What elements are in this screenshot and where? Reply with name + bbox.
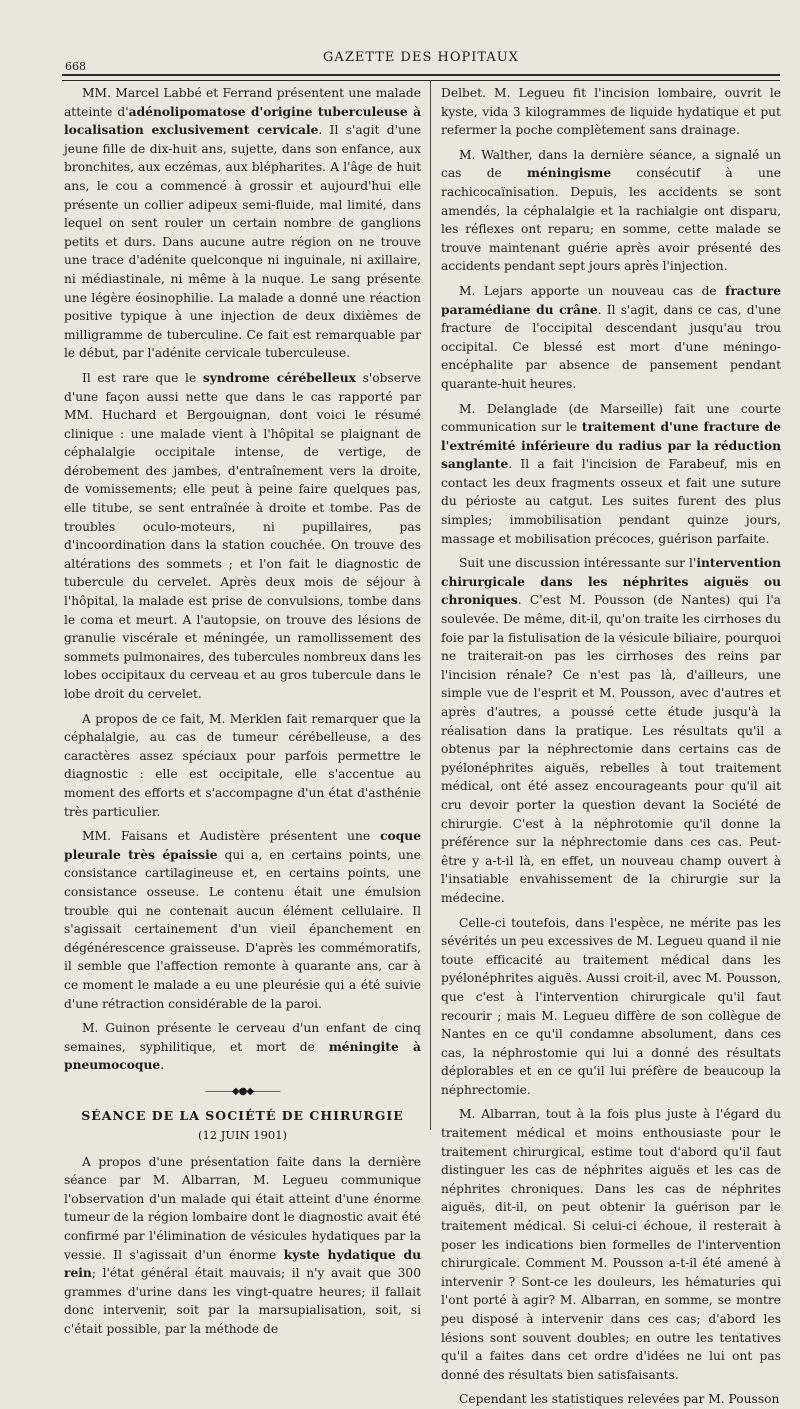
bold-term: adénolipomatose d'origine tuberculeuse à localisation exclusivement cervicale	[64, 103, 422, 138]
paragraph-faisans: MM. Faisans et Audistère présentent une coque pleurale très épaissie qui a, en certains points, une consistance cartilagineuse et, en certains points, une consistance osseuse. Le contenu était une émulsion trouble qui ne contenait aucun élément cellulaire. Il s'agissait certainement d'un vieil épanchement en dégénérescence graisseuse. D'après les commémoratifs, il semble que l'affection remonte à quarante ans, car à ce moment le malade a eu une pleurésie qui a été suivie d'une rétraction considérable de la paroi.	[64, 828, 421, 1011]
paragraph-lejars: M. Lejars apporte un nouveau cas de fracture paramédiane du crâne. Il s'agit, dans ce cas, d'une fracture de l'occipital descendant jusqu'au trou occipital. Ce blessé est mort d'une méningo-encéphalite par absence de pansement pendant quarante-huit heures.	[441, 282, 781, 391]
paragraph-labbe-ferrand: MM. Marcel Labbé et Ferrand présentent une malade atteinte d'adénolipomatose d'origine tuberculeuse à localisation exclusivement cervicale. Il s'agit d'une jeune fille de dix-huit ans, sujette, dans son enfance, aux bronchites, aux eczémas, aux blépharites. A l'âge de huit ans, le cou a commencé à grossir et aujourd'hui elle présente un collier adipeux semi-fluide, mal limité, dans lequel on sent rouler un certain nombre de ganglions petits et durs. Dans aucune autre région on ne trouve une trace d'adénite quelconque ni inguinale, ni axillaire, ni médiastinale, ni même à la nuque. Le sang présente une légère éosinophilie. La malade a donné une réaction positive typique à une injection de deux dixièmes de milligramme de tuberculine. Ce fait est remarquable par le début, par l'adénite cervicale tuberculeuse.	[64, 86, 422, 361]
bold-term: méningite à pneumocoque	[64, 1038, 421, 1073]
section-date: (12 JUIN 1901)	[197, 1128, 288, 1143]
left-column	[64, 84, 421, 1339]
paragraph-statistiques: Cependant les statistiques relevées par M. Pousson	[459, 1392, 780, 1407]
ornament-divider: ———◆●◆———	[204, 1085, 281, 1097]
paragraph-pousson: Suit une discussion intéressante sur l'intervention chirurgicale dans les néphrites aiguës ou chroniques. C'est M. Pousson (de Nantes) qui l'a soulevée. De même, dit-il, qu'on traite les cirrhoses du foie par la fistulisation de la vésicule biliaire, pourquoi ne traiterait-on pas les cirrhoses des reins par l'incision rénale? Ce n'est pas là, d'ailleurs, une simple vue de l'esprit et M. Pousson, avec d'autres et après d'autres, a poussé cette étude jusqu'à la réalisation dans la pratique. Les résultats qu'il a obtenus par la néphrectomie dans certains cas de pyélonéphrites aiguës, rebelles à tout traitement médical, ont été assez encourageants pour qu'il ait cru devoir porter la question devant la Société de chirurgie. C'est à la néphrotomie qu'il donne la préférence sur la néphrectomie dans ces cas. Peut-être y a-t-il là, en effet, un nouveau champ ouvert à l'insatiable envahissement de la chirurgie sur la médecine.	[441, 555, 781, 905]
section-title: SÉANCE DE LA SOCIÉTÉ DE CHIRURGIE	[81, 1108, 404, 1124]
paragraph-legueu-reply: Celle-ci toutefois, dans l'espèce, ne mérite pas les sévérités un peu excessives de M. Legueu quand il nie toute efficacité au traitement médical dans les pyélonéphrites aiguës. Aussi croit-il, avec M. Pousson, que c'est à l'intervention chirurgicale qu'il faut recourir ; mais M. Legueu diffère de son collègue de Nantes en ce qu'il condamne absolument, dans ces cas, la néphrostomie qui lui a donné des résultats déplorables et en ce qu'il lui préfère de beaucoup la néphrectomie.	[441, 915, 781, 1097]
paragraph-albarran: M. Albarran, tout à la fois plus juste à l'égard du traitement médical et moins enthousiaste pour le traitement chirurgical, estime tout d'abord qu'il faut distinguer les cas de néphrites aiguës et les cas de néphrites chroniques. Dans les cas de néphrites aiguës, dit-il, on peut obtenir la guérison par le traitement médical. Si celui-ci échoue, il resterait à poser les indications bien formelles de l'intervention chirurgicale. Comment M. Pousson a-t-il été amené à intervenir ? Sont-ce les douleurs, les hématuries qui l'ont porté à agir? M. Albarran, en somme, se montre peu disposé à intervenir dans ces cas; d'abord les lésions sont souvent doubles; en outre les tentatives qu'il a faites dans cet ordre d'idées ne lui ont pas donné des résultats bien satisfaisants.	[441, 1107, 781, 1382]
journal-title: GAZETTE DES HOPITAUX	[323, 50, 519, 65]
column-divider	[430, 80, 431, 1130]
bold-term: kyste hydatique du rein	[64, 1246, 421, 1281]
paragraph-walther: M. Walther, dans la dernière séance, a signalé un cas de méningisme consécutif à une rachicocaïnisation. Depuis, les accidents se sont amendés, la céphalalgie et la rachialgie ont disparu, les réflexes ont reparu; en somme, cette malade se trouve maintenant guérie après avoir présenté des accidents pendant sept jours après l'injection.	[441, 147, 781, 274]
right-column	[441, 84, 781, 1409]
paragraph-delanglade: M. Delanglade (de Marseille) fait une courte communication sur le traitement d'une fracture de l'extrémité inférieure du radius par la réduction sanglante. Il a fait l'incision de Farabeuf, mis en contact les deux fragments osseux et fait une suture du périoste au catgut. Les suites furent des plus simples; immobilisation pendant quinze jours, massage et mobilisation précoces, guérison parfaite.	[441, 401, 781, 546]
paragraph-guinon: M. Guinon présente le cerveau d'un enfant de cinq semaines, syphilitique, et mort de méningite à pneumocoque.	[64, 1021, 421, 1073]
bold-term: intervention chirurgicale dans les néphrites aiguës ou chroniques	[441, 555, 781, 608]
paragraph-merklen: A propos de ce fait, M. Merklen fait remarquer que la céphalalgie, au cas de tumeur cérébelleuse, a des caractères assez spéciaux pour parfois permettre le diagnostic : elle est occipitale, elle s'accentue au moment des efforts et s'accompagne d'un état d'asthénie très particulier.	[64, 711, 421, 819]
paragraph-delbet: Delbet. M. Legueu fit l'incision lombaire, ouvrit le kyste, vida 3 kilogrammes de liquide hydatique et put refermer la poche complètement sans drainage.	[441, 86, 781, 138]
bold-term: syndrome cérébelleux	[202, 369, 356, 385]
bold-term: coque pleurale très épaissie	[64, 828, 421, 862]
header-rule	[62, 74, 780, 81]
page-number: 668	[65, 60, 86, 73]
page-header	[62, 44, 780, 74]
bold-term: traitement d'une fracture de l'extrémité inférieure du radius par la réduction sanglante	[441, 419, 781, 472]
paragraph-legueu: A propos d'une présentation faite dans la dernière séance par M. Albarran, M. Legueu communique l'observation d'un malade qui était atteint d'une énorme tumeur de la région lombaire dont le diagnostic avait été confirmé par l'élimination de vésicules hydatiques par la vessie. Il s'agissait d'un énorme kyste hydatique du rein; l'état général était mauvais; il n'y avait que 300 grammes d'urine dans les vingt-quatre heures; il fallait donc intervenir, soit par la marsupialisation, soit, si c'était possible, par la méthode de	[64, 1154, 421, 1336]
bold-term: fracture paramédiane du crâne	[441, 282, 781, 317]
paragraph-huchard: Il est rare que le syndrome cérébelleux s'observe d'une façon aussi nette que dans le cas rapporté par MM. Huchard et Bergouignan, dont voici le résumé clinique : une malade vient à l'hôpital se plaignant de céphalalgie occipitale intense, de vertige, de dérobement des jambes, d'entraînement vers la droite, de vomissements; elle peut à peine faire quelques pas, elle titube, se sent entraînée à droite et tombe. Pas de troubles oculo-moteurs, ni pupillaires, pas d'incoordination dans la station couchée. On trouve des altérations des sommets ; et l'on fait le diagnostic de tubercule du cervelet. Après deux mois de séjour à l'hôpital, la malade est prise de convulsions, tombe dans le coma et meurt. A l'autopsie, on trouve des lésions de granulie viscérale et méningée, un ramollissement des sommets pulmonaires, des tubercules nombreux dans les lobes occipitaux du cerveau et au gros tubercule dans le lobe droit du cervelet.	[64, 369, 421, 701]
bold-term: méningisme	[527, 165, 612, 181]
